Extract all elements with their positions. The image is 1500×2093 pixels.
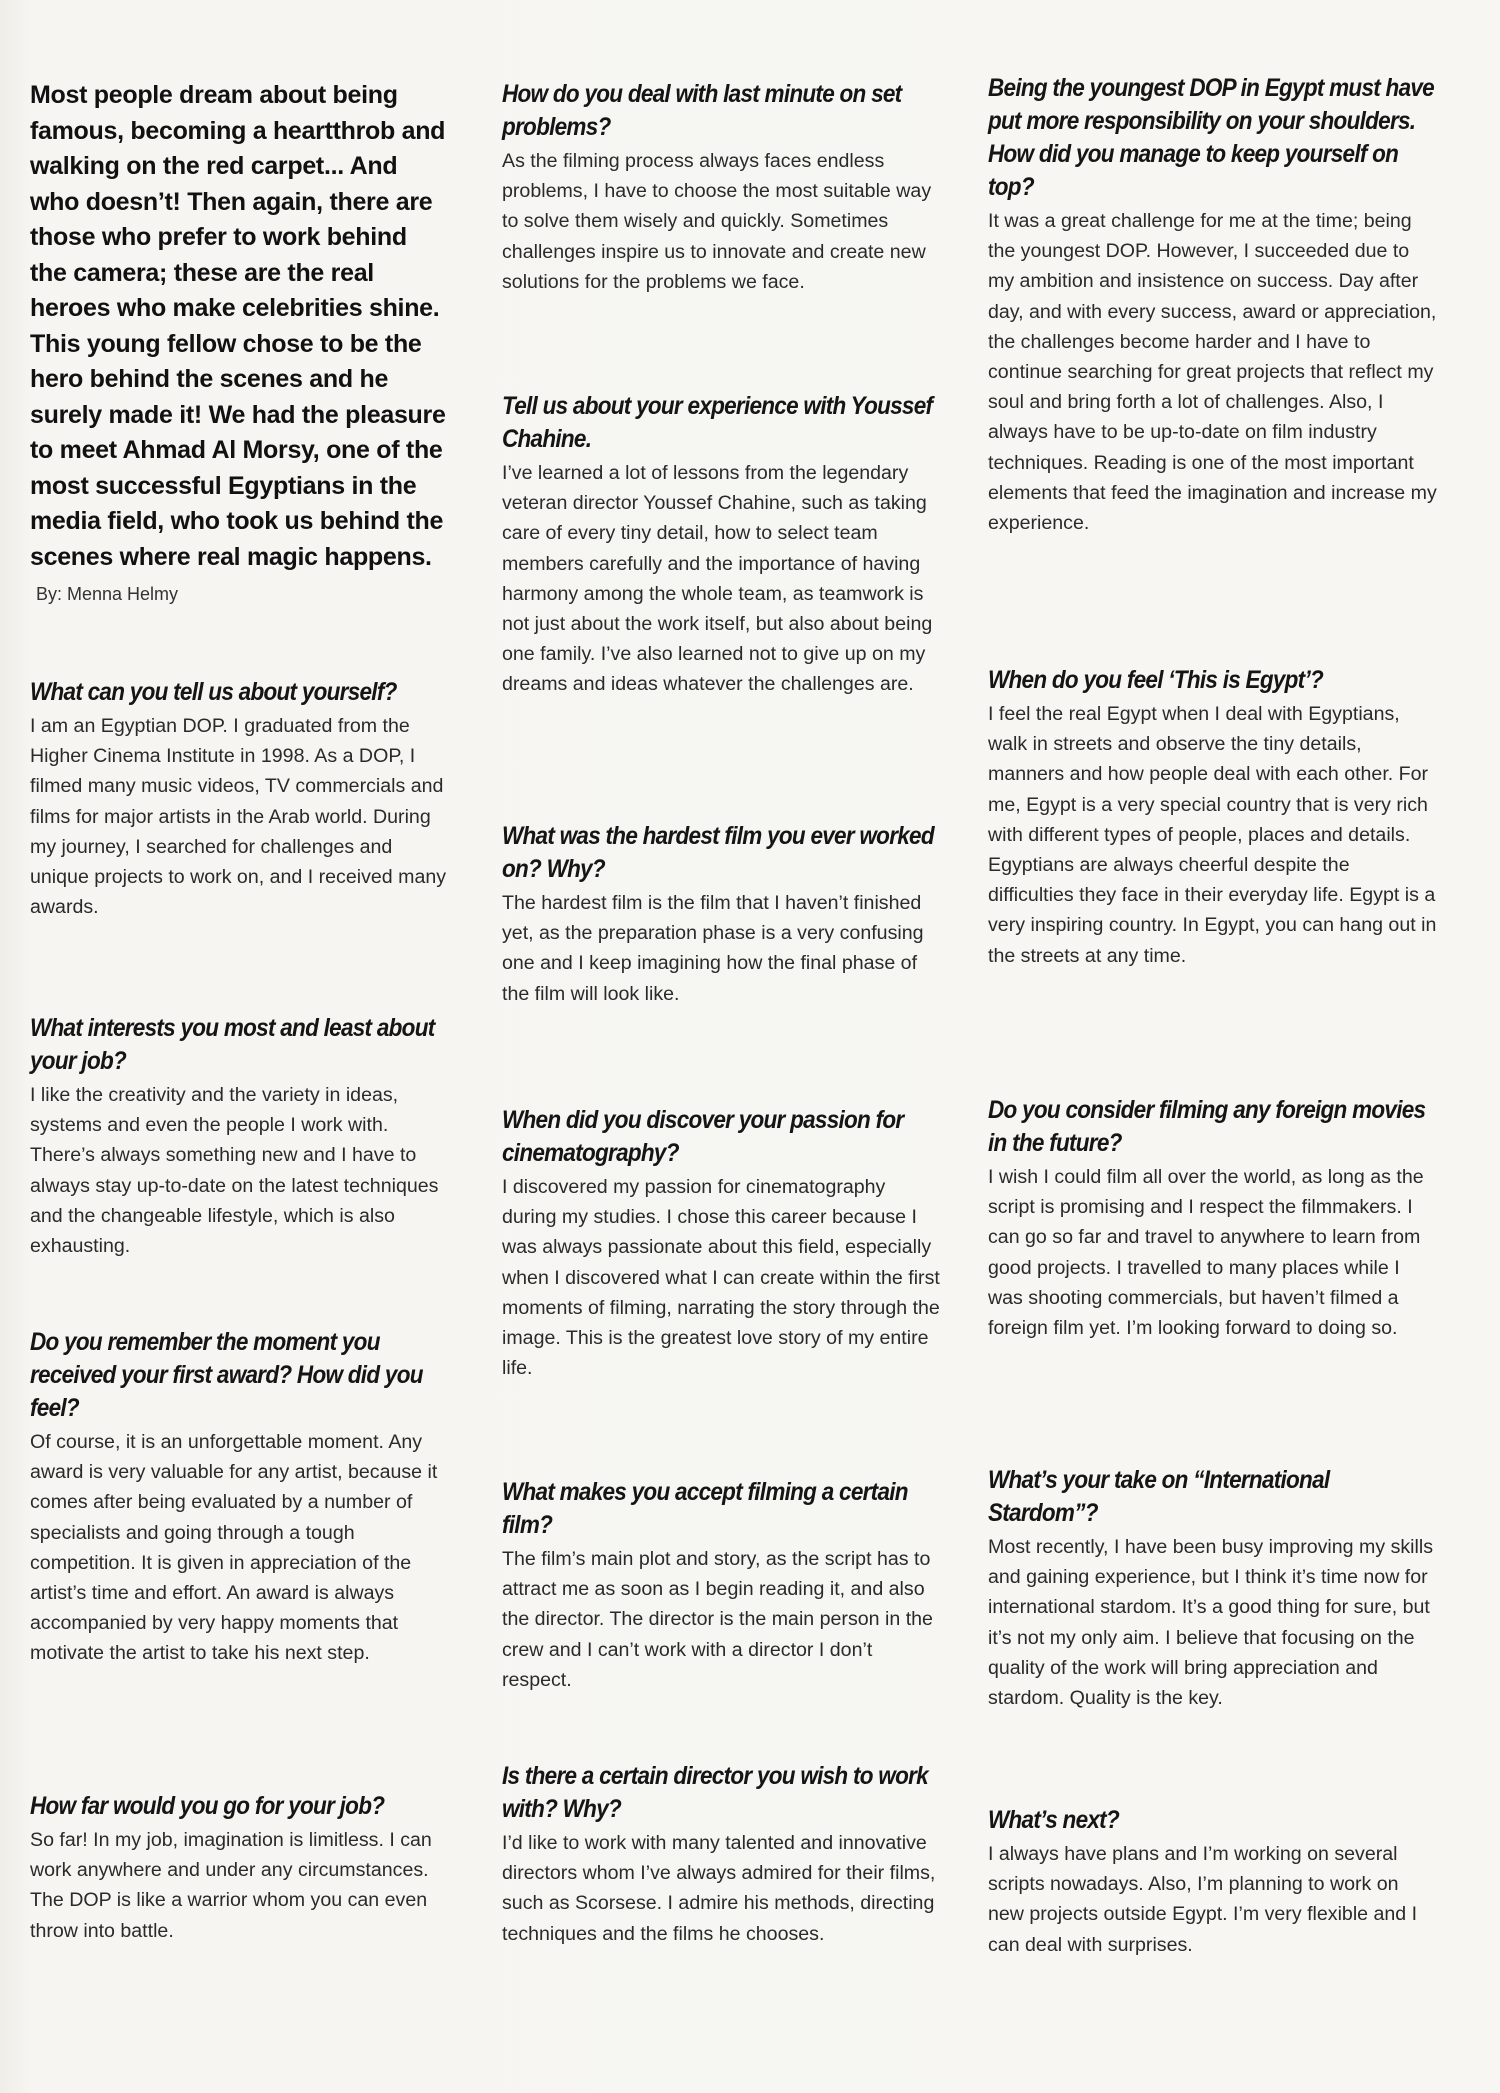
- column-1: [30, 78, 450, 1942]
- answer-text: I like the creativity and the variety in ideas, systems and even the people I work with. There’s always something new and I have to always stay up-to-date on the latest techniques and the changeable lifestyle, which is also exhausting.: [30, 1084, 439, 1258]
- qa-block: [502, 1760, 942, 1949]
- answer-text: It was a great challenge for me at the time; being the youngest DOP. However, I succeeded due to my ambition and insistence on success. Day after day, and with every success, award or appreciation, the challenges become harder and I have to continue searching for great projects that reflect my soul and bring forth a lot of challenges. Also, I always have to be up-to-date on film industry techniques. Reading is one of the most important elements that feed the imagination and increase my experience.: [988, 210, 1437, 535]
- question-heading: What makes you accept filming a certain film?: [502, 1478, 908, 1539]
- answer-text: The film’s main plot and story, as the script has to attract me as soon as I begin reading it, and also the director. The director is the main person in the crew and I can’t work with a director I don’t respect.: [502, 1548, 933, 1691]
- qa-block: [502, 1476, 942, 1695]
- answer-text: I’d like to work with many talented and innovative directors whom I’ve always admired for their films, such as Scorsese. I admire his methods, directing techniques and the films he chooses.: [502, 1832, 936, 1945]
- qa-block: [988, 1804, 1438, 1960]
- question-heading: What was the hardest film you ever worked on? Why?: [502, 822, 934, 883]
- answer-text: As the filming process always faces endless problems, I have to choose the most suitable way to solve them wisely and quickly. Sometimes challenges inspire us to innovate and create new solutions for the problems we face.: [502, 150, 932, 293]
- question-heading: When do you feel ‘This is Egypt’?: [988, 666, 1324, 694]
- answer-text: I feel the real Egypt when I deal with Egyptians, walk in streets and observe the tiny details, manners and how people deal with each other. For me, Egypt is a very special country that is very rich with different types of people, places and details. Egyptians are always cheerful despite the difficulties they face in their everyday life. Egypt is a very inspiring country. In Egypt, you can hang out in the streets at any time.: [988, 703, 1437, 967]
- answer-text: I am an Egyptian DOP. I graduated from the Higher Cinema Institute in 1998. As a DOP, I filmed many music videos, TV commercials and films for major artists in the Arab world. During my journey, I searched for challenges and unique projects to work on, and I received many awards.: [30, 715, 447, 919]
- intro-text: Most people dream about being famous, becoming a heartthrob and walking on the red carpet... And who doesn’t! Then again, there are those who prefer to work behind the camera; these are the real heroes who make celebrities shine. This young fellow chose to be the hero behind the scenes and he surely made it! We had the pleasure to meet Ahmad Al Morsy, one of the most successful Egyptians in the media field, who took us behind the scenes where real magic happens.: [30, 81, 446, 571]
- question-heading: What can you tell us about yourself?: [30, 678, 397, 706]
- intro-paragraph: [30, 78, 450, 613]
- qa-block: [988, 1094, 1438, 1343]
- qa-block: [502, 1104, 942, 1383]
- question-heading: Do you remember the moment you received your first award? How did you feel?: [30, 1328, 423, 1422]
- answer-text: So far! In my job, imagination is limitless. I can work anywhere and under any circumstances. The DOP is like a warrior whom you can even throw into battle.: [30, 1829, 432, 1942]
- answer-text: I wish I could film all over the world, as long as the script is promising and I respect the filmmakers. I can go so far and travel to anywhere to learn from good projects. I travelled to many places while I was shooting commercials, but haven’t filmed a foreign film yet. I’m looking forward to doing so.: [988, 1166, 1424, 1340]
- question-heading: How do you deal with last minute on set problems?: [502, 80, 902, 141]
- answer-text: I discovered my passion for cinematography during my studies. I chose this career because I was always passionate about this field, especially when I discovered what I can create within the first moments of filming, narrating the story through the image. This is the greatest love story of my entire life.: [502, 1176, 940, 1380]
- question-heading: How far would you go for your job?: [30, 1792, 385, 1820]
- answer-text: I always have plans and I’m working on several scripts nowadays. Also, I’m planning to work on new projects outside Egypt. I’m very flexible and I can deal with surprises.: [988, 1843, 1418, 1956]
- qa-block: [30, 1012, 450, 1261]
- question-heading: Is there a certain director you wish to work with? Why?: [502, 1762, 928, 1823]
- question-heading: What interests you most and least about your job?: [30, 1014, 435, 1075]
- question-heading: When did you discover your passion for cinematography?: [502, 1106, 904, 1167]
- question-heading: What’s your take on “International Stardom”?: [988, 1466, 1330, 1527]
- answer-text: The hardest film is the film that I haven’t finished yet, as the preparation phase is a very confusing one and I keep imagining how the final phase of the film will look like.: [502, 892, 924, 1005]
- qa-block: [30, 1326, 450, 1669]
- question-heading: Do you consider filming any foreign movies in the future?: [988, 1096, 1426, 1157]
- qa-block: [502, 78, 942, 297]
- qa-block: [30, 676, 450, 922]
- question-heading: What’s next?: [988, 1806, 1119, 1834]
- byline: By: Menna Helmy: [36, 584, 179, 604]
- answer-text: Of course, it is an unforgettable moment. Any award is very valuable for any artist, because it comes after being evaluated by a number of specialists and going through a tough competition. It is given in appreciation of the artist’s time and effort. An award is always accompanied by very happy moments that motivate the artist to take his next step.: [30, 1431, 438, 1665]
- answer-text: I’ve learned a lot of lessons from the legendary veteran director Youssef Chahine, such as taking care of every tiny detail, how to select team members carefully and the importance of having harmony among the whole team, as teamwork is not just about the work itself, but also about being one family. I’ve also learned not to give up on my dreams and ideas whatever the challenges are.: [502, 462, 933, 696]
- qa-block: [988, 72, 1438, 538]
- question-heading: Being the youngest DOP in Egypt must have put more responsibility on your shoulders. How did you manage to keep yourself on top?: [988, 74, 1434, 201]
- qa-block: [502, 820, 942, 1009]
- qa-block: [988, 1464, 1438, 1713]
- question-heading: Tell us about your experience with Youssef Chahine.: [502, 392, 933, 453]
- answer-text: Most recently, I have been busy improving my skills and gaining experience, but I think it’s time now for international stardom. It’s a good thing for sure, but it’s not my only aim. I believe that focusing on the quality of the work will bring appreciation and stardom. Quality is the key.: [988, 1536, 1434, 1710]
- qa-block: [988, 664, 1438, 971]
- qa-block: [502, 390, 942, 700]
- qa-block: [30, 1790, 450, 1946]
